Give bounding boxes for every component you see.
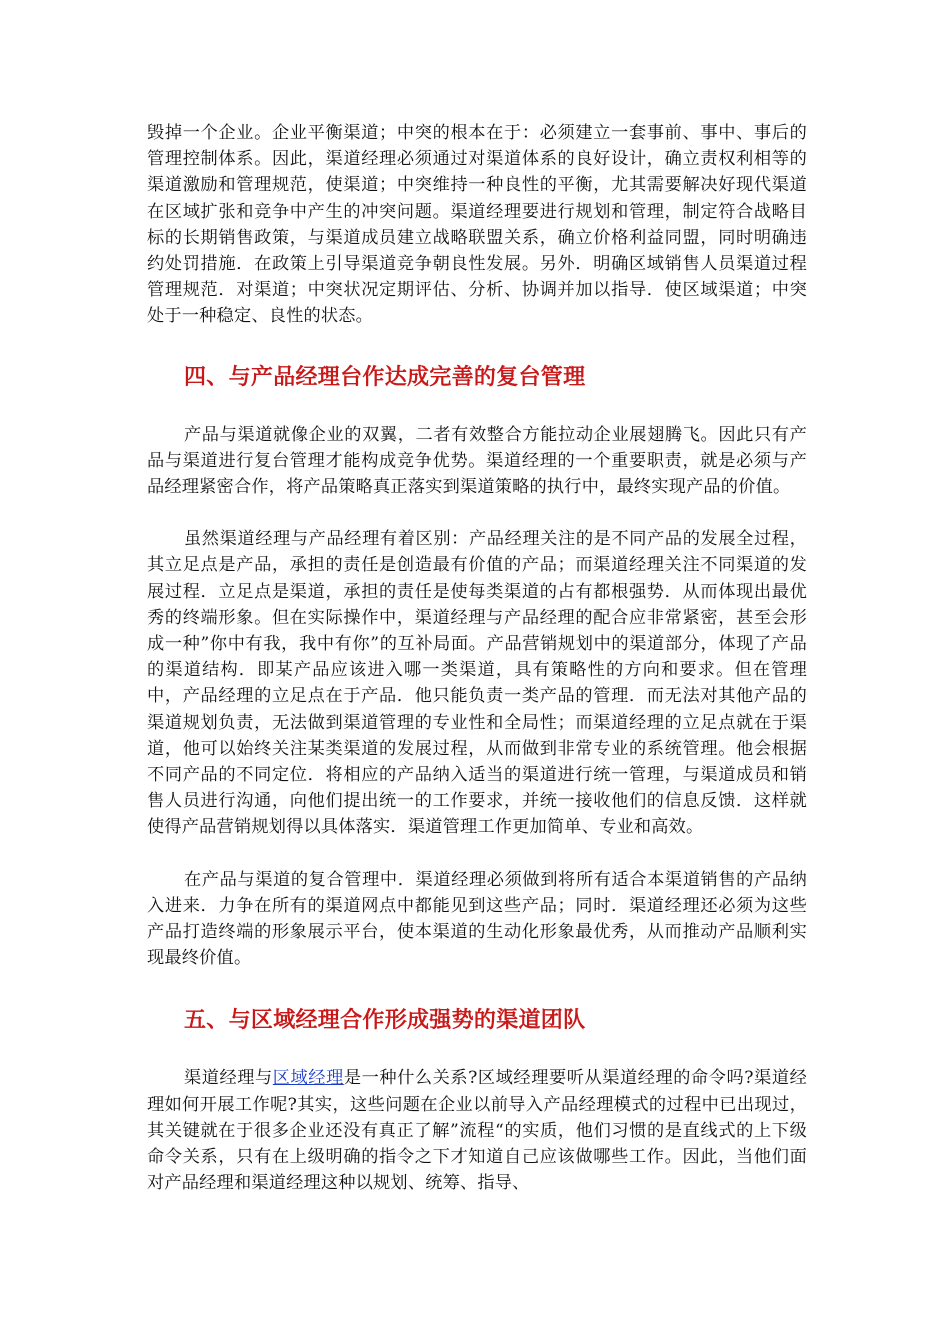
paragraph-composite-management: 在产品与渠道的复合管理中．渠道经理必须做到将所有适合本渠道销售的产品纳入进来．力争在所有的渠道网点中都能见到这些产品；同时．渠道经理还必须为这些产品打造终端的形象展示平台，使本渠道的生动化形象最优秀，从而推动产品顺利实现最终价值。 <box>147 869 807 969</box>
paragraph-conflict-management: 毁掉一个企业。企业平衡渠道；中突的根本在于：必须建立一套事前、事中、事后的管理控制体系。因此，渠道经理必须通过对渠道体系的良好设计，确立责权利相等的渠道激励和管理规范，使渠道；中突维持一种良性的平衡，尤其需要解决好现代渠道在区域扩张和竞争中产生的冲突问题。渠道经理要进行规划和管理，制定符合战略目标的长期销售政策，与渠道成员建立战略联盟关系，确立价格利益同盟，同时明确违约处罚措施．在政策上引导渠道竞争朝良性发展。另外．明确区域销售人员渠道过程管理规范．对渠道；中突状况定期评估、分析、协调并加以指导．使区域渠道；中突处于一种稳定、良性的状态。 <box>147 123 807 327</box>
document-page <box>147 120 807 1197</box>
paragraph-product-channel-wings: 产品与渠道就像企业的双翼，二者有效整合方能拉动企业展翅腾飞。因此只有产品与渠道进行复台管理才能构成竞争优势。渠道经理的一个重要职责，就是必须与产品经理紧密合作，将产品策略真正落实到渠道策略的执行中，最终实现产品的价值。 <box>147 424 807 498</box>
regional-manager-link[interactable]: 区域经理 <box>272 1068 344 1089</box>
paragraph-text-rest: 是一种什么关系?区域经理要听从渠道经理的命令吗?渠道经理如何开展工作呢?其实，这些问题在企业以前导入产品经理模式的过程中已出现过，其关键就在于很多企业还没有真正了解”流程“的实质，他们习惯的是直线式的上下级命令关系，只有在上级明确的指令之下才知道自己应该做哪些工作。因此，当他们面对产品经理和渠道经理这种以规划、统筹、指导、 <box>147 1068 807 1194</box>
paragraph-text-start: 渠道经理与 <box>184 1068 273 1089</box>
paragraph-regional-manager <box>147 1065 807 1196</box>
section-heading-4: 四、与产品经理台作达成完善的复台管理 <box>184 363 586 390</box>
paragraph-product-manager-difference: 虽然渠道经理与产品经理有着区别：产品经理关注的是不同产品的发展全过程，其立足点是产品，承担的责任是创造最有价值的产品；而渠道经理关注不同渠道的发展过程．立足点是渠道，承担的责任是使每类渠道的占有都根强势．从而体现出最优秀的终端形象。但在实际操作中，渠道经理与产品经理的配合应非常紧密，甚至会形成一种”你中有我，我中有你”的互补局面。产品营销规划中的渠道部分，体现了产品的渠道结构．即某产品应该进入哪一类渠道，具有策略性的方向和要求。但在管理中，产品经理的立足点在于产品．他只能负责一类产品的管理．而无法对其他产品的渠道规划负责，无法做到渠道管理的专业性和全局性；而渠道经理的立足点就在于渠道，他可以始终关注某类渠道的发展过程，从而做到非常专业的系统管理。他会根据不同产品的不同定位．将相应的产品纳入适当的渠道进行统一管理，与渠道成员和销售人员进行沟通，向他们提出统一的工作要求，并统一接收他们的信息反馈．这样就使得产品营销规划得以具体落实．渠道管理工作更加简单、专业和高效。 <box>147 529 807 838</box>
section-heading-5: 五、与区域经理合作形成强势的渠道团队 <box>184 1007 586 1034</box>
